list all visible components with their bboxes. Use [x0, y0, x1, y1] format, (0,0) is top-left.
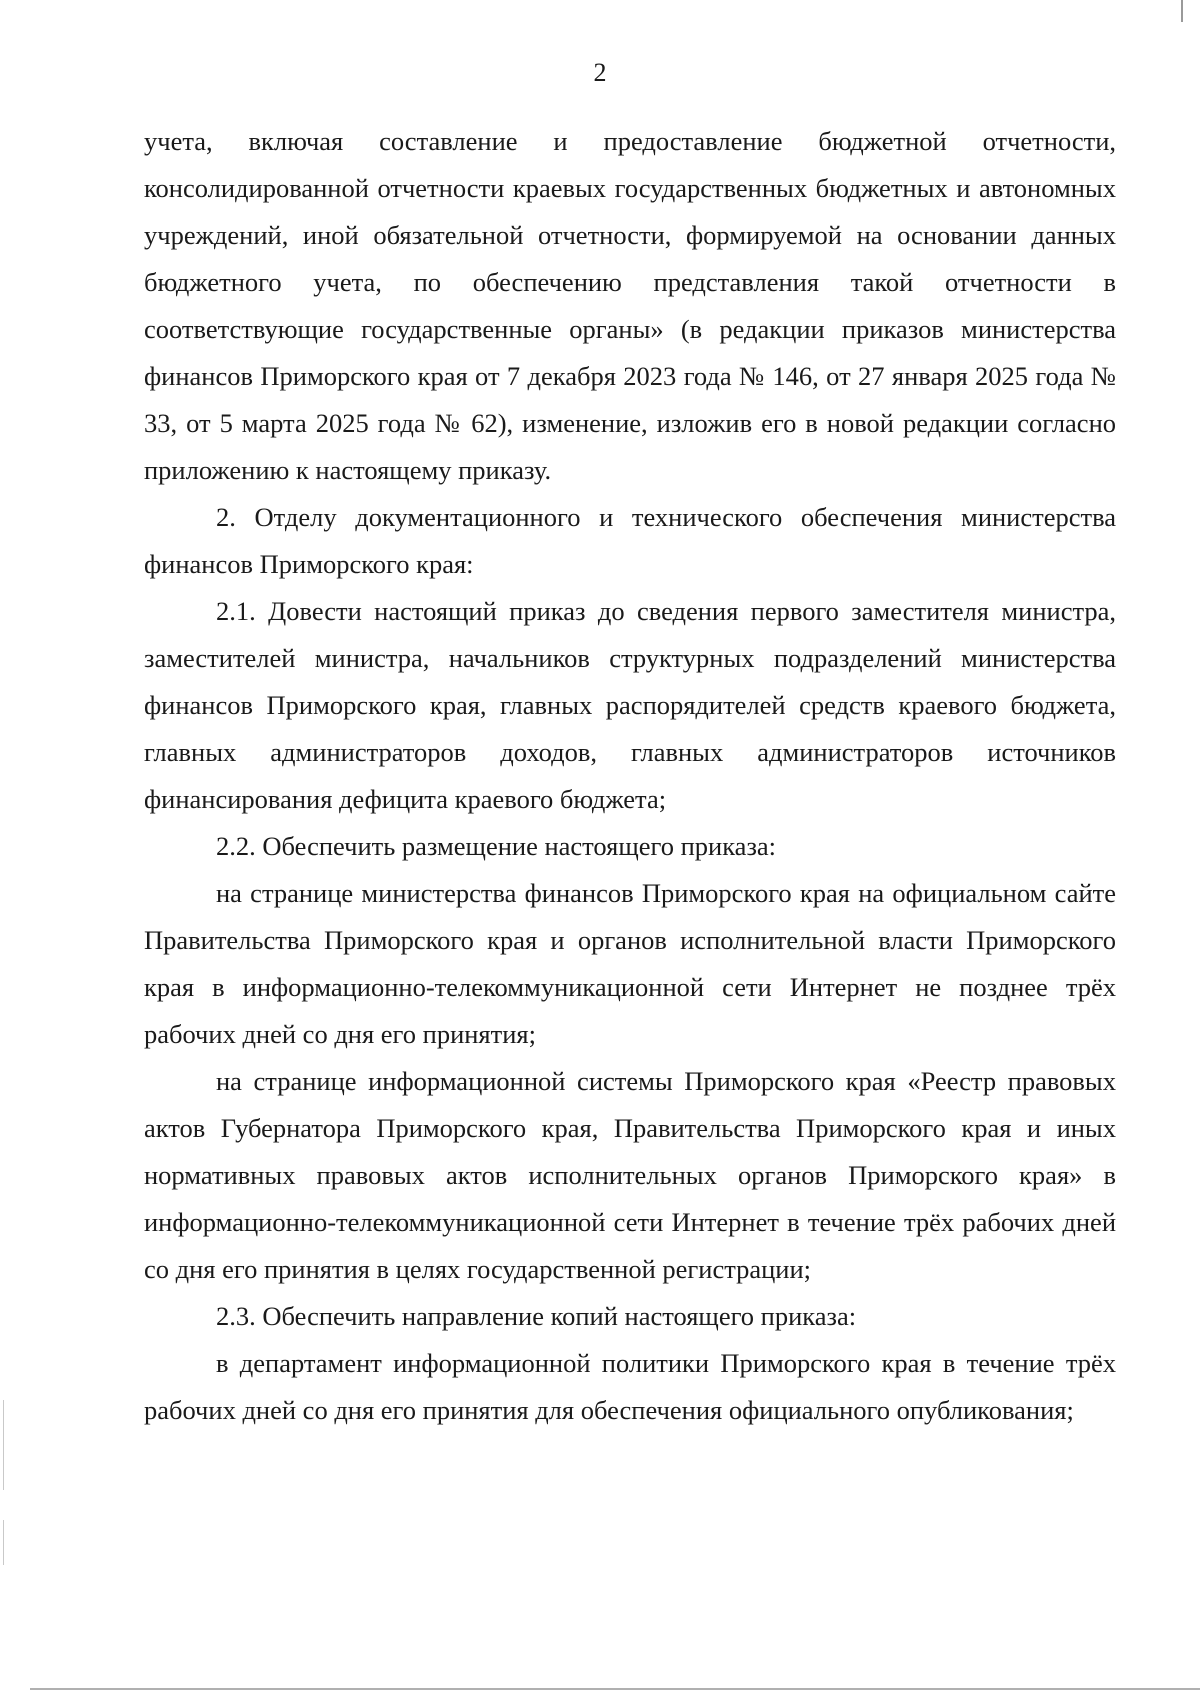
scan-edge-mark [1181, 0, 1183, 22]
paragraph-official-site: на странице министерства финансов Приморского края на официальном сайте Правительства Приморского края и органов исполнительной власти Приморского края в информационно-телекоммуникационной сети Интернет не позднее трёх рабочих дней со дня его принятия; [144, 878, 1116, 1049]
paragraph-legal-acts-registry: на странице информационной системы Приморского края «Реестр правовых актов Губернатора Приморского края, Правительства Приморского края и иных нормативных правовых актов исполнительных органов Приморского края» в информационно-телекоммуникационной сети Интернет в течение трёх рабочих дней со дня его принятия в целях государственной регистрации; [144, 1066, 1116, 1284]
scan-bottom-edge [30, 1688, 1200, 1690]
paragraph-item-2-3: 2.3. Обеспечить направление копий настоящего приказа: [216, 1301, 857, 1331]
paragraph-item-2-1: 2.1. Довести настоящий приказ до сведения первого заместителя министра, заместителей министра, начальников структурных подразделений министерства финансов Приморского края, главных распорядителей средств краевого бюджета, главных администраторов доходов, главных администраторов источников финансирования дефицита краевого бюджета; [144, 596, 1116, 814]
document-body [144, 118, 1116, 1434]
paragraph-accounting-continuation: учета, включая составление и предоставление бюджетной отчетности, консолидированной отчетности краевых государственных бюджетных и автономных учреждений, иной обязательной отчетности, формируемой на основании данных бюджетного учета, по обеспечению представления такой отчетности в соответствующие государственные органы» (в редакции приказов министерства финансов Приморского края от 7 декабря 2023 года № 146, от 27 января 2025 года № 33, от 5 марта 2025 года № 62), изменение, изложив его в новой редакции согласно приложению к настоящему приказу. [144, 126, 1116, 485]
page-number: 2 [593, 58, 607, 87]
scan-edge-mark [3, 1400, 4, 1490]
paragraph-item-2: 2. Отделу документационного и технического обеспечения министерства финансов Приморского края: [144, 502, 1116, 579]
scan-edge-mark [3, 1520, 4, 1565]
paragraph-information-policy-department: в департамент информационной политики Приморского края в течение трёх рабочих дней со дня его принятия для обеспечения официального опубликования; [144, 1348, 1116, 1425]
paragraph-item-2-2: 2.2. Обеспечить размещение настоящего приказа: [216, 831, 777, 861]
